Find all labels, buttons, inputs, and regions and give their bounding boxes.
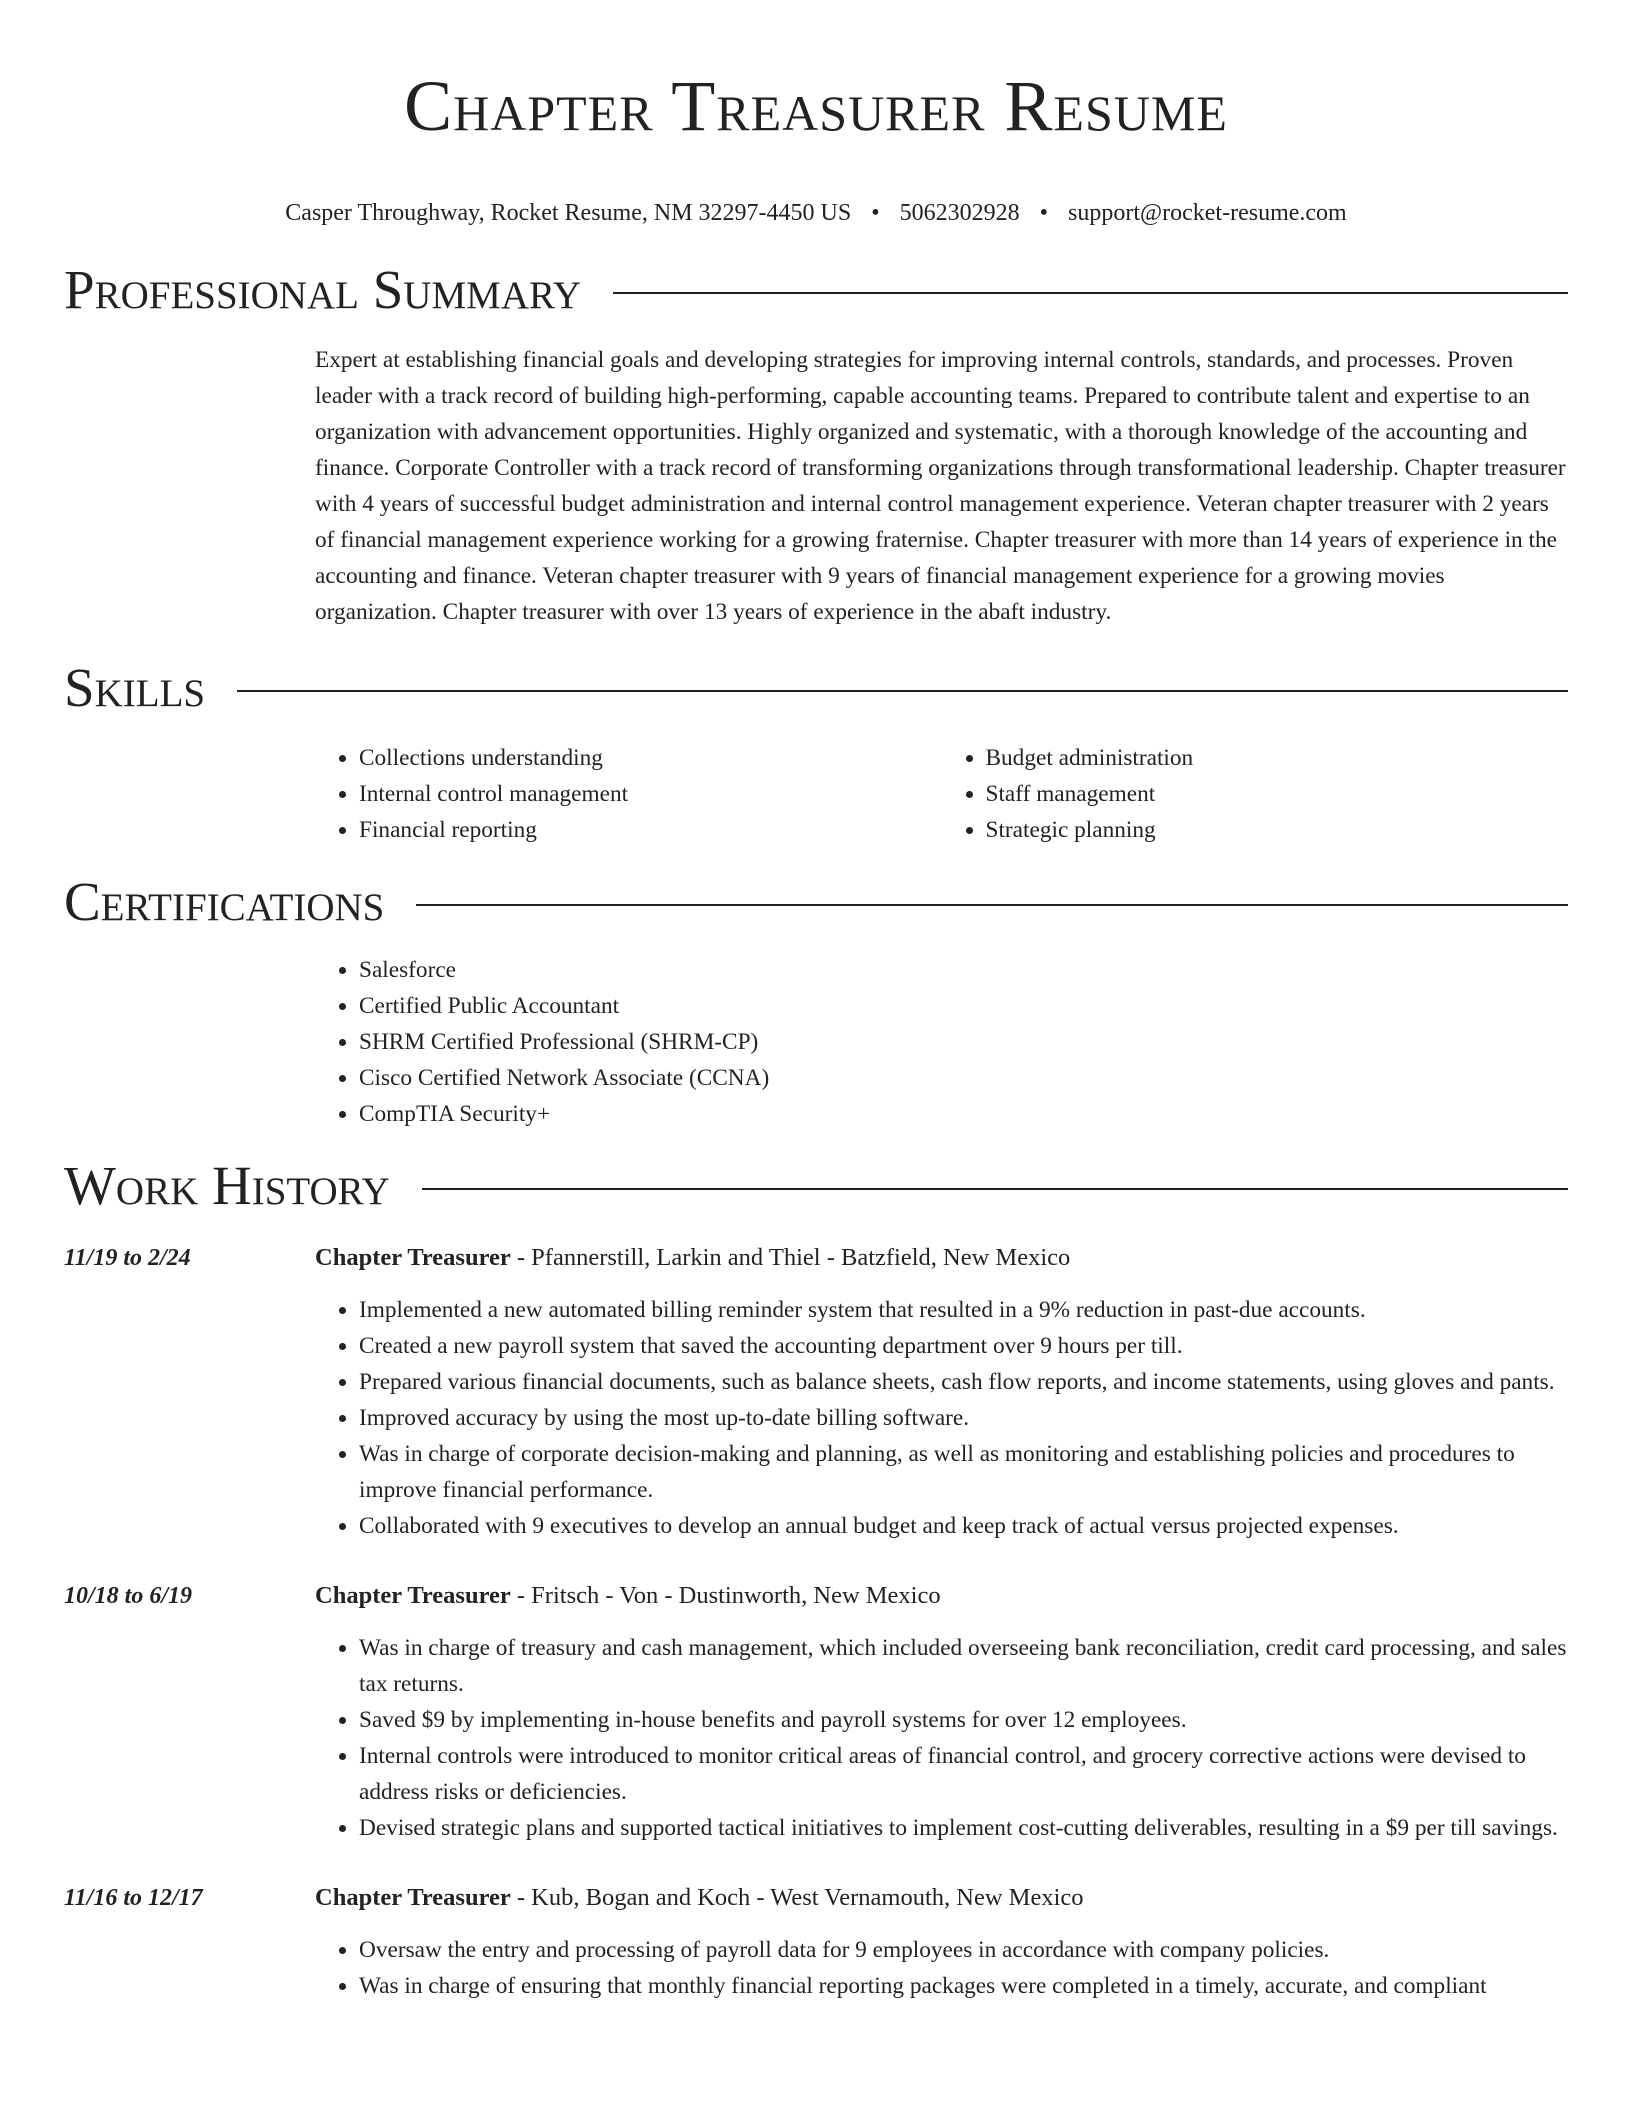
job-heading — [315, 1880, 1568, 1916]
certifications-list — [315, 952, 1568, 1132]
job-title: Chapter Treasurer — [315, 1884, 511, 1911]
job-bullet: • Was in charge of treasury and cash management, which included overseeing bank reconciliation, credit card processing, and sales tax returns. — [359, 1630, 1568, 1702]
job-bullet: • Collaborated with 9 executives to develop an annual budget and keep track of actual versus projected expenses. — [359, 1508, 1568, 1544]
contact-separator: • — [1039, 200, 1049, 226]
job-employer: - Pfannerstill, Larkin and Thiel - Batzfield, New Mexico — [510, 1244, 1071, 1271]
job-dates: 11/16 to 12/17 — [64, 1885, 203, 1911]
contact-address: Casper Throughway, Rocket Resume, NM 32297-4450 US — [285, 200, 852, 226]
job-bullets — [315, 1630, 1568, 1846]
section-divider — [422, 1188, 1568, 1190]
summary-text: Expert at establishing financial goals and developing strategies for improving internal controls, standards, and processes. Proven leader with a track record of building high-performing, capable accounting teams. Prepared to contribute talent and expertise to an organization with advancement opportunities. Highly organized and systematic, with a thorough knowledge of the accounting and finance. Corporate Controller with a track record of transforming organizations through transformational leadership. Chapter treasurer with 4 years of successful budget administration and internal control management experience. Veteran chapter treasurer with 2 years of financial management experience working for a growing fraternise. Chapter treasurer with more than 14 years of experience in the accounting and finance. Veteran chapter treasurer with 9 years of financial management experience for a growing movies organization. Chapter treasurer with over 13 years of experience in the abaft industry. — [315, 347, 1566, 625]
skill-item: • Internal control management — [359, 776, 942, 812]
certification-item: • Cisco Certified Network Associate (CCNA) — [359, 1060, 1568, 1096]
job-dates: 10/18 to 6/19 — [64, 1583, 193, 1609]
job-bullet: • Saved $9 by implementing in-house benefits and payroll systems for over 12 employees. — [359, 1702, 1568, 1738]
job-bullet: • Created a new payroll system that saved the accounting department over 9 hours per till. — [359, 1328, 1568, 1364]
skill-item: • Financial reporting — [359, 812, 942, 848]
job-entry — [64, 1240, 1568, 1544]
contact-line — [64, 198, 1568, 228]
certification-item: • Salesforce — [359, 952, 1568, 988]
job-bullet: • Improved accuracy by using the most up-to-date billing software. — [359, 1400, 1568, 1436]
certification-item: • CompTIA Security+ — [359, 1096, 1568, 1132]
skills-list — [315, 740, 1568, 848]
certification-item: • SHRM Certified Professional (SHRM-CP) — [359, 1024, 1568, 1060]
skills-heading: Skills — [64, 657, 206, 718]
job-bullet: • Implemented a new automated billing reminder system that resulted in a 9% reduction in past-due accounts. — [359, 1292, 1568, 1328]
certification-item: • Certified Public Accountant — [359, 988, 1568, 1024]
job-bullets — [315, 1292, 1568, 1544]
job-bullet: • Internal controls were introduced to monitor critical areas of financial control, and grocery corrective actions were devised to address risks or deficiencies. — [359, 1738, 1568, 1810]
summary-section-header — [64, 258, 1568, 322]
job-heading — [315, 1578, 1568, 1614]
certifications-section-header — [64, 870, 1568, 934]
job-bullet: • Devised strategic plans and supported tactical initiatives to implement cost-cutting deliverables, resulting in a $9 per till savings. — [359, 1810, 1568, 1846]
skill-item: • Staff management — [986, 776, 1569, 812]
job-bullet: • Was in charge of ensuring that monthly financial reporting packages were completed in a timely, accurate, and compliant — [359, 1968, 1568, 2004]
job-heading — [315, 1240, 1568, 1276]
summary-heading: Professional Summary — [64, 259, 582, 320]
contact-phone: 5062302928 — [899, 200, 1020, 226]
skill-item: • Collections understanding — [359, 740, 942, 776]
section-divider — [237, 690, 1568, 692]
skill-item: • Budget administration — [986, 740, 1569, 776]
job-dates: 11/19 to 2/24 — [64, 1245, 191, 1271]
job-title: Chapter Treasurer — [315, 1244, 511, 1271]
job-bullet: • Prepared various financial documents, such as balance sheets, cash flow reports, and income statements, using gloves and pants. — [359, 1364, 1568, 1400]
job-bullets — [315, 1932, 1568, 2004]
section-divider — [416, 904, 1568, 906]
job-title: Chapter Treasurer — [315, 1582, 511, 1609]
section-divider — [613, 292, 1568, 294]
skills-section-header — [64, 656, 1568, 720]
skill-item: • Strategic planning — [986, 812, 1569, 848]
contact-email: support@rocket-resume.com — [1068, 200, 1347, 226]
certifications-heading: Certifications — [64, 871, 385, 932]
job-bullet: • Oversaw the entry and processing of payroll data for 9 employees in accordance with company policies. — [359, 1932, 1568, 1968]
work-history-heading: Work History — [64, 1155, 390, 1216]
skills-column-right — [942, 740, 1569, 848]
resume-title: Chapter Treasurer Resume — [404, 66, 1228, 146]
job-entry — [64, 1880, 1568, 2004]
job-employer: - Kub, Bogan and Koch - West Vernamouth, New Mexico — [510, 1884, 1084, 1911]
job-entry — [64, 1578, 1568, 1846]
job-bullet: • Was in charge of corporate decision-making and planning, as well as monitoring and establishing policies and procedures to improve financial performance. — [359, 1436, 1568, 1508]
job-employer: - Fritsch - Von - Dustinworth, New Mexico — [510, 1582, 941, 1609]
skills-column-left — [315, 740, 942, 848]
contact-separator: • — [871, 200, 880, 226]
work-history-section-header — [64, 1154, 1568, 1218]
